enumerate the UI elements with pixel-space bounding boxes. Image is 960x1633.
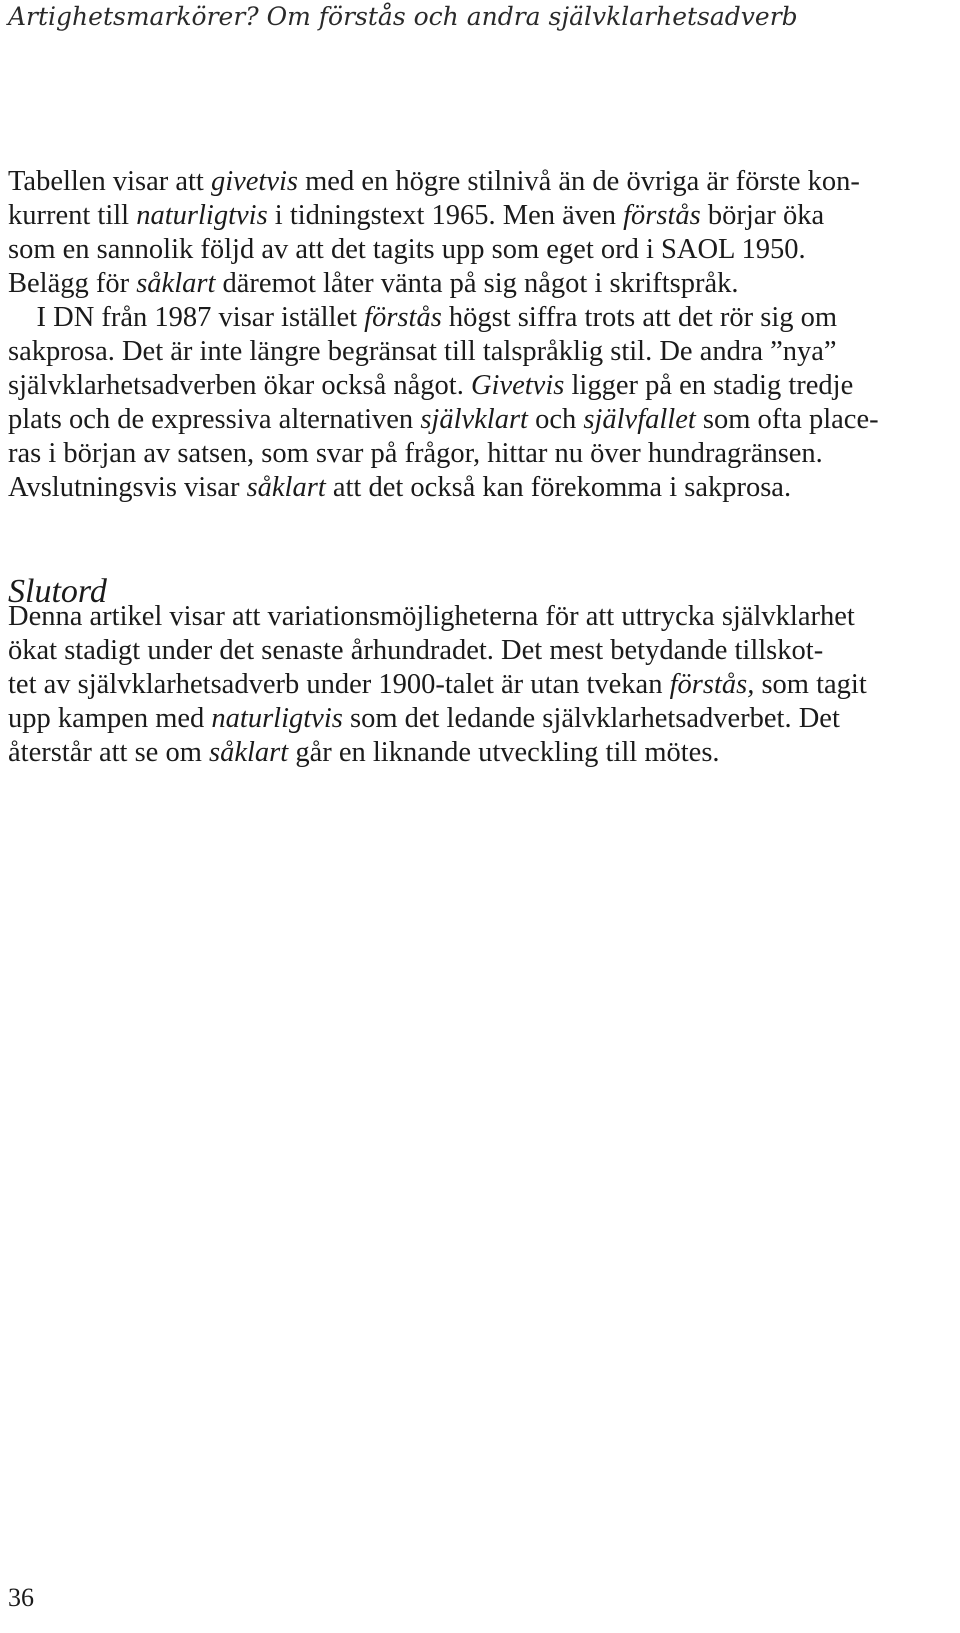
text-line bbox=[8, 736, 960, 770]
text-run: däremot låter vänta på sig något i skriftspråk. bbox=[215, 268, 739, 299]
text-run: och bbox=[527, 404, 584, 435]
text-line bbox=[8, 335, 960, 369]
body-paragraph-1 bbox=[8, 165, 960, 505]
body-paragraph-2 bbox=[8, 600, 960, 770]
text-run: går en liknande utveckling till mötes. bbox=[288, 737, 720, 768]
page-number: 36 bbox=[8, 1583, 34, 1612]
text-run: kurrent till bbox=[8, 200, 137, 231]
text-run: börjar öka bbox=[700, 200, 825, 231]
text-line bbox=[8, 403, 960, 437]
text-run: Belägg för bbox=[8, 268, 137, 299]
italic-term: givetvis bbox=[210, 166, 299, 197]
text-run: I DN från 1987 visar istället bbox=[8, 302, 365, 333]
text-run: med en högre stilnivå än de övriga är förste kon- bbox=[298, 166, 860, 197]
italic-term: förstås bbox=[623, 200, 701, 231]
text-line bbox=[8, 668, 960, 702]
text-run: tet av självklarhetsadverb under 1900-talet är utan tvekan bbox=[8, 669, 670, 700]
italic-term: självklart bbox=[420, 404, 528, 435]
italic-term: förstås, bbox=[669, 669, 755, 700]
italic-term: Givetvis bbox=[470, 370, 565, 401]
italic-term: såklart bbox=[209, 737, 289, 768]
text-line bbox=[8, 369, 960, 403]
text-run: som en sannolik följd av att det tagits upp som eget ord i SAOL 1950. bbox=[8, 234, 806, 265]
text-line bbox=[8, 267, 960, 301]
text-run: upp kampen med bbox=[8, 703, 212, 734]
text-run: ligger på en stadig tredje bbox=[564, 370, 854, 401]
text-run: i tidningstext 1965. Men även bbox=[267, 200, 624, 231]
text-line bbox=[8, 437, 960, 471]
text-run: högst siffra trots att det rör sig om bbox=[441, 302, 838, 333]
text-run: ras i början av satsen, som svar på frågor, hittar nu över hundragränsen. bbox=[8, 438, 823, 469]
text-line bbox=[8, 233, 960, 267]
text-run: självklarhetsadverben ökar också något. bbox=[8, 370, 471, 401]
text-run: Tabellen visar att bbox=[8, 166, 211, 197]
text-run: som tagit bbox=[754, 669, 867, 700]
text-run: Denna artikel visar att variationsmöjligheterna för att uttrycka självklarhet bbox=[8, 601, 855, 632]
italic-term: såklart bbox=[246, 472, 326, 503]
text-run: återstår att se om bbox=[8, 737, 210, 768]
text-run: plats och de expressiva alternativen bbox=[8, 404, 421, 435]
text-run: ökat stadigt under det senaste århundradet. Det mest betydande tillskot- bbox=[8, 635, 824, 666]
text-run: sakprosa. Det är inte längre begränsat till talspråklig stil. De andra ”nya” bbox=[8, 336, 837, 367]
text-line bbox=[8, 471, 960, 505]
text-line bbox=[8, 634, 960, 668]
italic-term: förstås bbox=[364, 302, 442, 333]
text-line bbox=[8, 199, 960, 233]
italic-term: såklart bbox=[136, 268, 216, 299]
text-line bbox=[8, 600, 960, 634]
text-run: som ofta place- bbox=[695, 404, 879, 435]
running-header: Artighetsmarkörer? Om förstås och andra självklarhetsadverb bbox=[8, 2, 798, 31]
section-heading: Slutord bbox=[8, 573, 107, 610]
italic-term: naturligtvis bbox=[136, 200, 268, 231]
text-run: att det också kan förekomma i sakprosa. bbox=[325, 472, 792, 503]
text-line bbox=[8, 165, 960, 199]
text-line bbox=[8, 301, 960, 335]
text-run: Avslutningsvis visar bbox=[8, 472, 247, 503]
italic-term: naturligtvis bbox=[211, 703, 343, 734]
text-run: som det ledande självklarhetsadverbet. Det bbox=[342, 703, 840, 734]
text-line bbox=[8, 702, 960, 736]
italic-term: självfallet bbox=[583, 404, 696, 435]
